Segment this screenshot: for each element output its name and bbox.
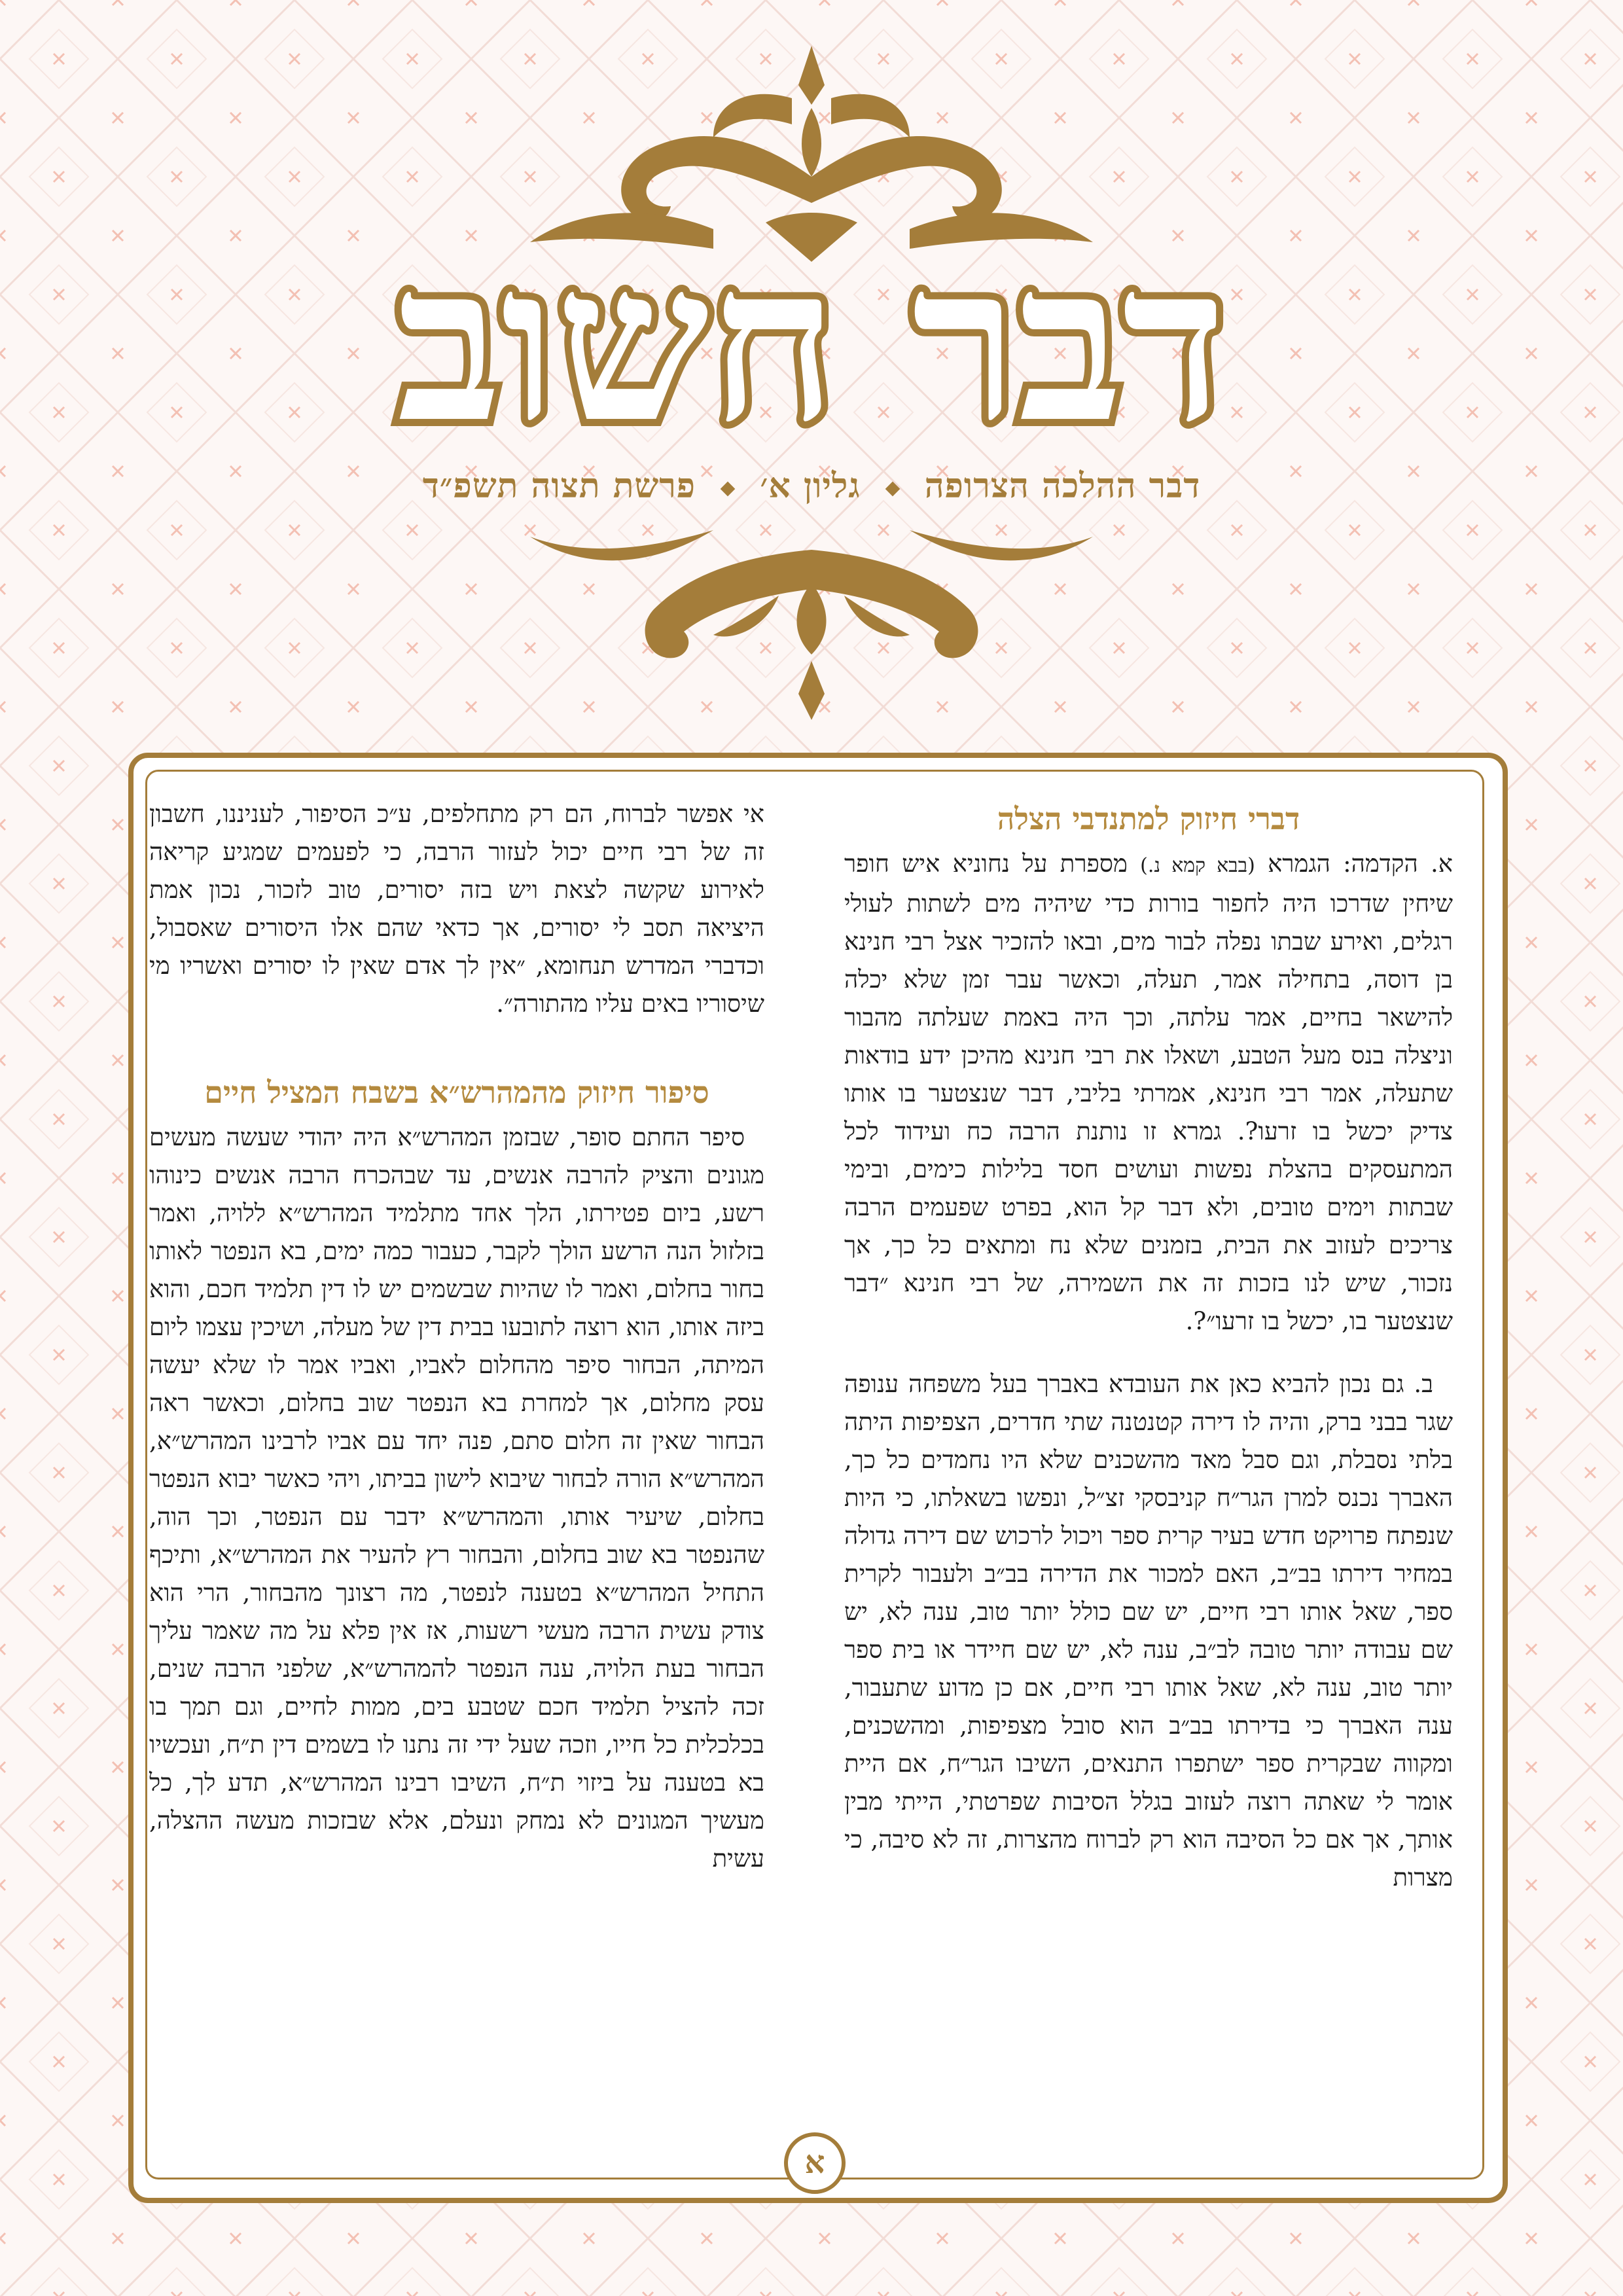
paragraph-maharsha-story: סיפר החתם סופר, שבזמן המהרש״א היה יהודי שעשה מעשים מגונים והציק להרבה אנשים, עד שבהכרח הרבה אנשים כינוהו רשע, ביום פטירתו, הלך אחד מתלמיד המהרש״א ללויה, ואמר בזלזול הנה הרשע הולך לקבר, כעבור כמה ימים, בא הנפטר לאותו בחור בחלום, ואמר לו שהיות שבשמים יש לו דין תלמיד חכם, והוא ביזה אותו, הוא רוצה לתובעו בבית דין של מעלה, ושיכין עצמו ליום המיתה, הבחור סיפר מהחלום לאביו, ואביו אמר לו שלא יעשה עסק מחלום, אך למחרת בא הנפטר שוב בחלום, וכאשר ראה הבחור שאין זה חלום סתם, פנה יחד עם אביו לרבינו המהרש״א, המהרש״א הורה לבחור שיבוא לישון בביתו, ויהי כאשר יבוא הנפטר בחלום, שיעיר אותו, והמהרש״א ידבר עם הנפטר, וכך הוה, שהנפטר בא שוב בחלום, והבחור רץ להעיר את המהרש״א, ותיכף התחיל המהרש״א בטענה לנפטר, מה רצונך מהבחור, הרי הוא צודק עשית הרבה מעשי רשעות, אז אין פלא על מה שאמר עליך הבחור בעת הלויה, ענה הנפטר להמהרש״א, שלפני הרבה שנים, זכה להציל תלמיד חכם שטבע בים, ממות לחיים, וגם תמך בו בכלכלית כל חייו, וזכה שעל ידי זה נתנו לו בשמים דין ת״ח, ועכשיו בא בטענה על ביזוי ת״ח, השיבו רבינו המהרש״א, תדע לך, כל מעשיך המגונים לא נמחק ונעלם, אלא שבזכות מעשה ההצלה, עשית [149, 1123, 764, 1873]
paragraph-b: ב. גם נכון להביא כאן את העובדא באברך בעל משפחה ענופה שגר בבני ברק, והיה לו דירה קטנטנה שתי חדרים, הצפיפות היתה בלתי נסבלת, וגם סבל מאד מהשכנים שלא היו נחמדים כל כך, האברך נכנס למרן הגר״ח קניבסקי זצ״ל, ונפשו בשאלתו, כי היות שנפתח פרויקט חדש בעיר קרית ספר ויכול לרכוש שם דירה גדולה במחיר דירתו בב״ב, האם למכור את הדירה בב״ב ולעבור לקרית ספר, שאל אותו רבי חיים, יש שם כולל יותר טוב, ענה לא, יש שם עבודה יותר טובה לב״ב, ענה לא, יש שם חיידר או בית ספר יותר טוב, ענה לא, שאל אותו רבי חיים, אם כן מדוע שתעבור, ענה האברך כי בדירתו בב״ב הוא סובל מצפיפות, ומהשכנים, ומקווה שבקרית ספר ישתפרו התנאים, השיבו הגר״ח, אם היית אומר לי שאתה רוצה לעזוב בגלל הסיבות שפרטתי, הייתי מבין אותך, אך אם כל הסיבה הוא רק לברוח מהצרות, זה לא סיבה, כי מצרות [844, 1370, 1453, 1892]
subtitle-issue: גליון א׳ [760, 466, 861, 506]
diamond-separator-icon [721, 481, 736, 496]
paragraph-a-text: מספרת על נחוניא איש חופר שיחין שדרכו היה לחפור בורות כדי שיהיה מים לשתות לעולי רגלים, ואירע שבתו נפלה לבור מים, ובאו להזכיר אצל רבי חנינא בן דוסה, בתחילה אמר, תעלה, וכאשר עבר זמן שלא יכלה להישאר בחיים, אמר עלתה, וכך היה באמת שעלתה מהבור וניצלה בנס מעל הטבע, ושאלו את רבי חנינא מהיכן ידע בודאות שתעלה, אמר רבי חנינא, אמרתי בליבי, דבר שנצטער בו אותו צדיק יכשל בו זרעו?. גמרא זו נותנת הרבה כח ועידוד לכל המתעסקים בהצלת נפשות ועושים חסד בלילות כימים, ובימי שבתות וימים טובים, ולא דבר קל הוא, בפרט שפעמים הרבה צריכים לעזוב את הבית, בזמנים שלא נח ומתאים כל כך, אך נזכור, שיש לנו בזכות זה את השמירה, של רבי חנינא ״דבר שנצטער בו, יכשל בו זרעו״?. [844, 850, 1453, 1335]
heading-rescue-volunteers: דברי חיזוק למתנדבי הצלה [997, 801, 1300, 836]
masthead-title-text: דבר חשוב [397, 216, 1226, 465]
paragraph-continuation: אי אפשר לברוח, הם רק מתחלפים, ע״כ הסיפור, לעניננו, חשבון זה של רבי חיים יכול לעזור הרבה, כי לפעמים שמגיע קריאה לאירוע שקשה לצאת ויש בזה יסורים, טוב לזכור, נכון אמת היציאה תסב לי יסורים, אך כדאי שהם אלו היסורים שאסבול, וכדברי המדרש תנחומא, ״אין לך אדם שאין לו יסורים ואשריו מי שיסוריו באים עליו מהתורה״. [149, 800, 764, 1018]
subtitle-parasha: פרשת תצוה תשפ״ד [422, 466, 696, 506]
paragraph-a-lead: א. הקדמה: הגמרא [1255, 850, 1453, 878]
paragraph-a [844, 845, 1453, 1340]
subtitle-publication: דבר ההלכה הצרופה [924, 466, 1201, 506]
page-number: א [784, 2132, 846, 2194]
masthead-subtitle [0, 466, 1623, 506]
heading-maharsha-story: סיפור חיזוק מהמהרש״א בשבח המציל חיים [204, 1075, 709, 1110]
source-citation: (בבא קמא נ.) [1140, 854, 1255, 877]
diamond-separator-icon [885, 481, 900, 496]
left-column [149, 795, 764, 1903]
masthead-title [0, 216, 1623, 465]
right-column [844, 795, 1453, 1922]
bottom-ornament [517, 511, 1106, 720]
